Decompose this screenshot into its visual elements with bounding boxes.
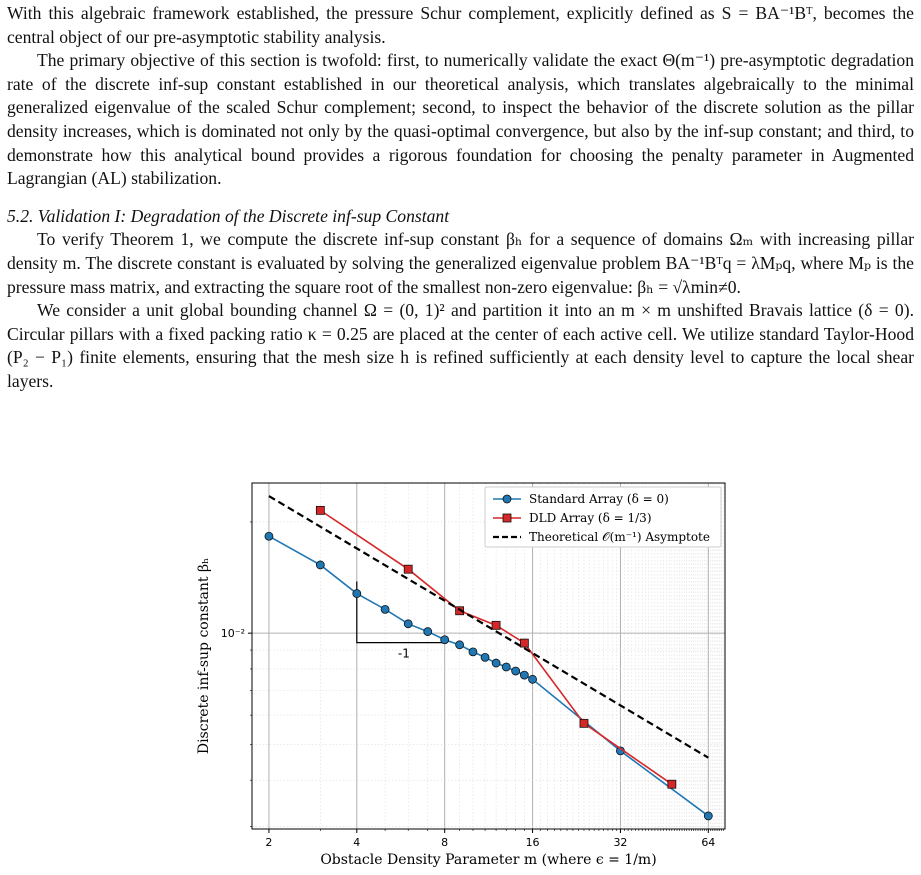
x-tick-label: 32 — [613, 836, 628, 849]
data-point — [481, 653, 489, 661]
paragraph-objective: The primary objective of this section is twofold: first, to numerically validate the exact Θ(m⁻¹) pre-asymptotic degradation rate of the discrete inf-sup constant established in our theoretical analysis, which translates algebraically to the minimal generalized eigenvalue of the scaled Schur complement; second, to inspect the behavior of the discrete solution as the pillar density increases, which is dominated not only by the quasi-optimal convergence, but also by the inf-sup constant; and third, to demonstrate how this analytical bound provides a rigorous foundation for choosing the penalty parameter in Augmented Lagrangian (AL) stabilization. — [7, 50, 914, 189]
x-tick-label: 16 — [525, 836, 540, 849]
data-point — [424, 628, 432, 636]
data-point — [512, 667, 520, 675]
legend-label: Theoretical 𝒪(m⁻¹) Asymptote — [529, 530, 710, 544]
paragraph-intro: With this algebraic framework established, the pressure Schur complement, explicitly defined as S = BA⁻¹Bᵀ, becomes the central object of our pre-asymptotic stability analysis. — [7, 3, 914, 47]
data-point — [492, 659, 500, 667]
x-axis-label: Obstacle Density Parameter m (where ϵ = 1/m) — [320, 852, 657, 868]
data-point — [580, 719, 588, 727]
data-point — [456, 641, 464, 649]
data-point — [520, 639, 528, 647]
data-point — [441, 636, 449, 644]
x-tick-label: 8 — [441, 836, 449, 849]
data-point — [502, 663, 510, 671]
data-point — [404, 565, 412, 573]
data-point — [316, 561, 324, 569]
data-point — [704, 812, 712, 820]
legend-marker — [503, 514, 511, 522]
x-tick-label: 64 — [701, 836, 716, 849]
legend-label: DLD Array (δ = 1/3) — [529, 511, 652, 525]
paragraph-setup: We consider a unit global bounding channel Ω = (0, 1)² and partition it into an m × m unshifted Bravais lattice (δ = 0). Circular pillars with a fixed packing ratio κ = 0.25 are placed at the center of each active cell. We utilize standard Taylor-Hood (P₂ − P₁) finite elements, ensuring that the mesh size h is refined sufficiently at each density level to capture the local shear layers. — [7, 300, 914, 391]
data-point — [353, 590, 361, 598]
data-point — [404, 620, 412, 628]
x-tick-label: 2 — [265, 836, 273, 849]
section-title: 5.2. Validation I: Degradation of the Discrete inf-sup Constant — [7, 205, 450, 226]
y-tick-label: 10⁻² — [220, 627, 245, 641]
legend-label: Standard Array (δ = 0) — [529, 492, 669, 506]
data-point — [469, 648, 477, 656]
data-point — [529, 675, 537, 683]
legend-marker — [503, 495, 511, 503]
series-0 — [265, 532, 712, 820]
data-point — [668, 780, 676, 788]
paragraph-verify: To verify Theorem 1, we compute the discrete inf-sup constant βₕ for a sequence of domains Ωₘ with increasing pillar density m. The discrete constant is evaluated by solving the generalized eigenvalue problem BA⁻¹Bᵀq = λMₚq, where Mₚ is the pressure mass matrix, and extracting the square root of the smallest non-zero eigenvalue: βₕ = √λmin≠0. — [7, 229, 914, 297]
slope-label: -1 — [397, 646, 410, 661]
x-tick-label: 4 — [353, 836, 361, 849]
body-text — [7, 2, 914, 394]
data-point — [492, 621, 500, 629]
data-point — [265, 532, 273, 540]
y-axis-label: Discrete inf-sup constant βₕ — [196, 557, 212, 755]
data-point — [316, 506, 324, 514]
data-point — [381, 605, 389, 613]
legend — [485, 487, 721, 547]
data-point — [520, 671, 528, 679]
inf-sup-figure — [180, 470, 740, 870]
